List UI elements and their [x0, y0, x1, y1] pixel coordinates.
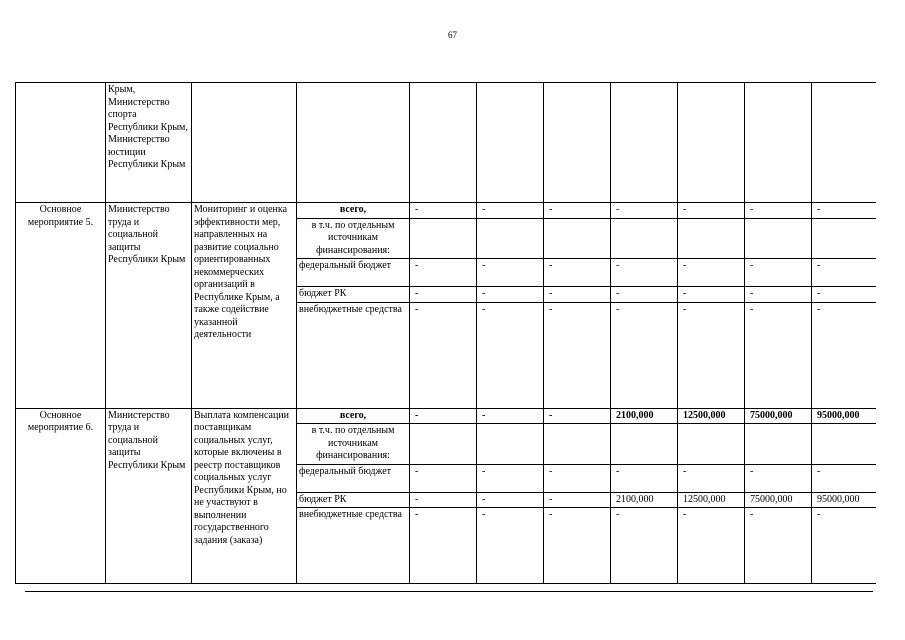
value-cell: -	[544, 464, 611, 492]
page-number: 67	[448, 30, 457, 40]
value-cell: -	[745, 464, 812, 492]
activity-label: Основное мероприятие 5.	[16, 203, 106, 409]
source-federal: федеральный бюджет	[297, 464, 410, 492]
value-cell: 75000,000	[745, 492, 812, 508]
value-cell: -	[812, 302, 876, 408]
value-cell: -	[544, 492, 611, 508]
value-cell: 95000,000	[812, 408, 876, 424]
value-cell: -	[410, 259, 477, 287]
value-cell: -	[477, 508, 544, 584]
value-cell: -	[611, 287, 678, 303]
value-cell: -	[544, 287, 611, 303]
value-cell: -	[611, 508, 678, 584]
value-cell: -	[477, 203, 544, 219]
activity-executor: Министерство труда и социальной защиты Республики Крым	[106, 408, 192, 584]
cont-executor-cell: Крым, Министерство спорта Республики Крым, Министерство юстиции Республики Крым	[106, 83, 192, 203]
value-cell: -	[745, 287, 812, 303]
value-cell: -	[477, 492, 544, 508]
value-cell: -	[812, 464, 876, 492]
value-cell: 12500,000	[678, 408, 745, 424]
value-cell: -	[812, 203, 876, 219]
value-cell: -	[678, 287, 745, 303]
value-cell: -	[477, 408, 544, 424]
value-cell: 75000,000	[745, 408, 812, 424]
source-rk: бюджет РК	[297, 287, 410, 303]
value-cell: -	[611, 464, 678, 492]
value-cell: -	[678, 259, 745, 287]
value-cell: -	[745, 203, 812, 219]
activity-executor: Министерство труда и социальной защиты Республики Крым	[106, 203, 192, 409]
activity-description: Выплата компенсации поставщикам социальных услуг, которые включены в реестр поставщиков социальных услуг Республики Крым, но не участвуют в выполнении государственного задания (заказа)	[192, 408, 297, 584]
source-total: всего,	[297, 408, 410, 424]
activity-5-total-row	[16, 203, 876, 219]
value-cell: -	[678, 302, 745, 408]
value-cell: -	[611, 203, 678, 219]
source-federal: федеральный бюджет	[297, 259, 410, 287]
value-cell: -	[544, 508, 611, 584]
value-cell: -	[812, 508, 876, 584]
value-cell: -	[477, 302, 544, 408]
value-cell: -	[812, 259, 876, 287]
value-cell: -	[410, 508, 477, 584]
activity-description: Мониторинг и оценка эффективности мер, направленных на развитие социально ориентированных некоммерческих организаций в Республике Крым, а также содействие указанной деятельности	[192, 203, 297, 409]
value-cell: -	[812, 287, 876, 303]
value-cell: -	[544, 408, 611, 424]
source-total: всего,	[297, 203, 410, 219]
value-cell: -	[745, 302, 812, 408]
cont-description-cell	[192, 83, 297, 203]
cont-source-cell	[297, 83, 410, 203]
source-extra: внебюджетные средства	[297, 508, 410, 584]
page-bottom-divider	[25, 591, 873, 592]
value-cell: -	[745, 259, 812, 287]
value-cell: -	[410, 492, 477, 508]
value-cell: -	[477, 287, 544, 303]
value-cell: -	[410, 287, 477, 303]
source-incl: в т.ч. по отдельным источникам финансирования:	[297, 218, 410, 259]
value-cell: -	[678, 203, 745, 219]
value-cell: 2100,000	[611, 492, 678, 508]
value-cell: -	[410, 203, 477, 219]
value-cell: -	[410, 302, 477, 408]
value-cell: -	[678, 508, 745, 584]
value-cell: 2100,000	[611, 408, 678, 424]
financing-table	[15, 82, 876, 584]
value-cell: -	[410, 408, 477, 424]
source-extra: внебюджетные средства	[297, 302, 410, 408]
value-cell: -	[477, 464, 544, 492]
value-cell: -	[678, 464, 745, 492]
value-cell: -	[544, 302, 611, 408]
cont-label-cell	[16, 83, 106, 203]
value-cell: -	[477, 259, 544, 287]
source-rk: бюджет РК	[297, 492, 410, 508]
continuation-row	[16, 83, 876, 203]
value-cell: -	[611, 302, 678, 408]
value-cell: -	[544, 203, 611, 219]
value-cell: 12500,000	[678, 492, 745, 508]
activity-6-total-row	[16, 408, 876, 424]
source-incl: в т.ч. по отдельным источникам финансирования:	[297, 424, 410, 465]
value-cell: -	[745, 508, 812, 584]
activity-label: Основное мероприятие 6.	[16, 408, 106, 584]
value-cell: 95000,000	[812, 492, 876, 508]
value-cell: -	[611, 259, 678, 287]
value-cell: -	[544, 259, 611, 287]
value-cell: -	[410, 464, 477, 492]
